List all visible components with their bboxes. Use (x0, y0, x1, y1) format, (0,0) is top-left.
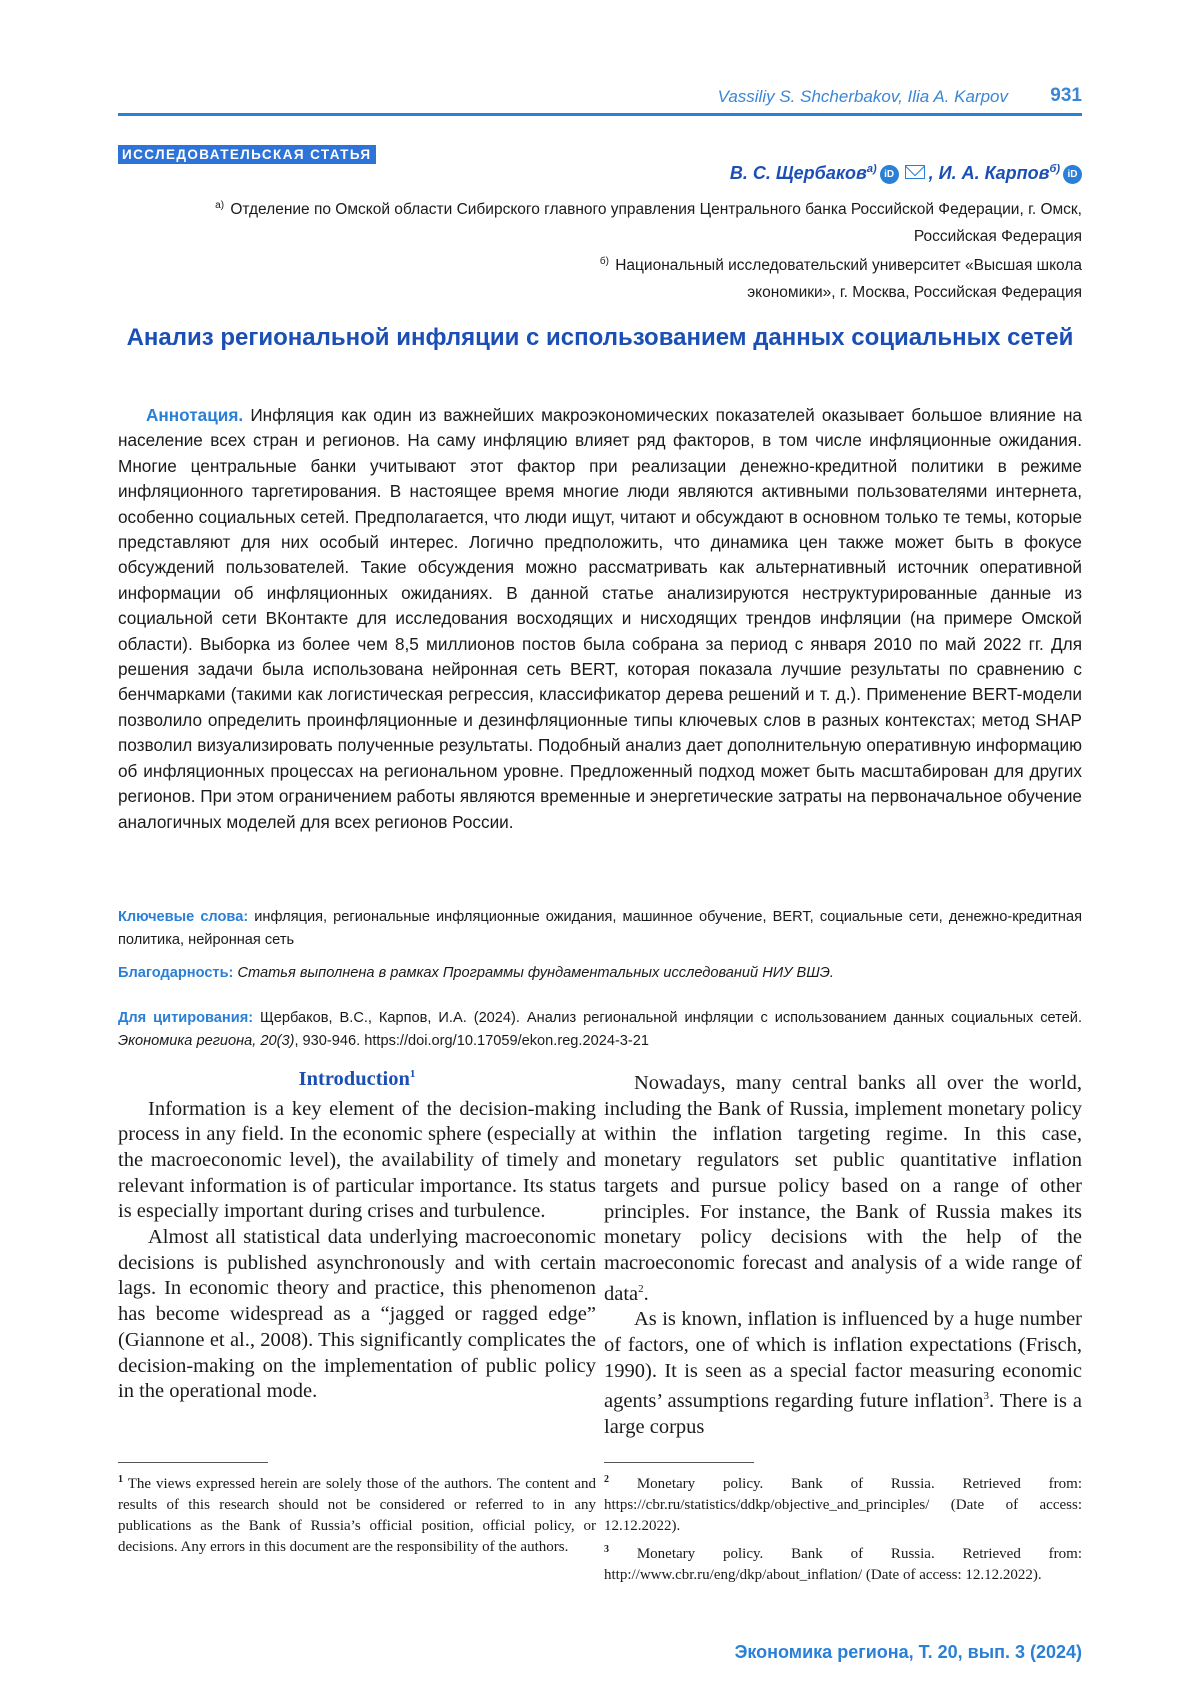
author-2-affil-mark: б) (1049, 163, 1060, 175)
author-separator: , (928, 163, 939, 183)
affiliation-b-mark: б) (599, 256, 609, 267)
article-title: Анализ региональной инфляции с использованием данных социальных сетей (126, 324, 1074, 351)
abstract-label: Аннотация. (146, 405, 244, 425)
article-type-badge: ИССЛЕДОВАТЕЛЬСКАЯ СТАТЬЯ (118, 145, 376, 164)
paragraph: Nowadays, many central banks all over the world, including the Bank of Russia, implement monetary policy within the inflation targeting regime. In this case, monetary regulators set public quantitative inflation targets and pursue policy based on a range of other principles. For instance, the Bank of Russia makes its monetary policy decisions with the help of the macroeconomic forecast and analysis of a wide range of data$^2$. (604, 1072, 1082, 1305)
body-column-left (118, 1062, 596, 1405)
footnote-ref-1[interactable]: 1 (409, 1068, 416, 1080)
citation-label: Для цитирования: (118, 1010, 254, 1026)
footnote-divider (118, 1462, 268, 1463)
section-heading-introduction: Introduction$^1$ (298, 1067, 416, 1090)
paragraph: As is known, inflation is influenced by a huge number of factors, one of which is inflation expectations (Frisch, 1990). It is seen as a special factor measuring economic agents’ assumptions regarding future inflation$^3$. There is a large corpus (604, 1308, 1082, 1438)
citation (118, 1007, 1082, 1052)
authors-line (730, 163, 1082, 184)
page-number: 931 (1050, 85, 1082, 106)
affiliation-a (152, 192, 1082, 250)
affiliation-b-text: Национальный исследовательский университет «Высшая школа экономики», г. Москва, Российская Федерация (615, 257, 1082, 302)
affiliation-a-mark: а) (215, 200, 225, 211)
abstract (118, 403, 1082, 835)
acknowledgment (118, 962, 1082, 985)
keywords-text: инфляция, региональные инфляционные ожидания, машинное обучение, BERT, социальные сети, денежно-кредитная политика, нейронная сеть (118, 909, 1082, 948)
citation-text: Щербаков, В.С., Карпов, И.А. (2024). Анализ региональной инфляции с использованием данных социальных сетей. (260, 1010, 1082, 1026)
footnote-ref-2[interactable]: 2 (638, 1282, 644, 1295)
header-authors: Vassiliy S. Shcherbakov, Ilia A. Karpov (717, 87, 1008, 106)
acknowledgment-label: Благодарность: (118, 965, 234, 981)
affiliation-b (522, 248, 1082, 306)
author-2-name: И. А. Карпов (938, 163, 1050, 183)
footnote-3: $^3$ Monetary policy. Bank of Russia. Retrieved from: http://www.cbr.ru/eng/dkp/about_inflation/ (Date of access: 12.12.2022). (604, 1544, 1082, 1583)
citation-doi[interactable]: , 930-946. https://doi.org/10.17059/ekon.reg.2024-3-21 (294, 1032, 650, 1049)
footnotes-right (604, 1469, 1082, 1588)
keywords (118, 906, 1082, 951)
affiliation-a-text: Отделение по Омской области Сибирского главного управления Центрального банка Российской Федерации, г. Омск, Российская Федерация (230, 201, 1082, 246)
author-1-name: В. С. Щербаков (729, 163, 867, 183)
paragraph: Almost all statistical data underlying macroeconomic decisions is published asynchronously and with certain lags. In economic theory and practice, this phenomenon has become widespread as a “jagged or ragged edge” (Giannone et al., 2008). This significantly complicates the decision-making on the implementation of public policy in the operational mode. (118, 1226, 596, 1403)
footnote-2: $^2$ Monetary policy. Bank of Russia. Retrieved from: https://cbr.ru/statistics/ddkp/objective_and_principles/ (Date of access: 12.12.2022). (604, 1474, 1082, 1534)
running-footer: Экономика региона, Т. 20, вып. 3 (2024) (734, 1642, 1082, 1662)
footnote-1: $^1$ The views expressed herein are solely those of the authors. The content and results of this research should not be considered or referred to in any publications as the Bank of Russia’s official position, official policy, or decisions. Any errors in this document are the responsibility of the authors. (118, 1474, 597, 1555)
running-header (118, 82, 1082, 116)
citation-journal: Экономика региона, 20(3) (118, 1032, 295, 1049)
abstract-text: Инфляция как один из важнейших макроэкономических показателей оказывает большое влияние на население всех стран и регионов. На саму инфляцию влияет ряд факторов, в том числе инфляционные ожидания. Многие центральные банки учитывают этот фактор при реализации денежно-кредитной политики в режиме инфляционного таргетирования. В настоящее время многие люди являются активными пользователями интернета, особенно социальных сетей. Предполагается, что люди ищут, читают и обсуждают в основном только те темы, которые представляют для них особый интерес. Логично предположить, что динамика цен также может быть в фокусе обсуждений пользователей. Такие обсуждения можно рассматривать как альтернативный источник оперативной информации об инфляционных ожиданиях. В данной статье анализируются неструктурированные данные из социальной сети ВКонтакте для исследования восходящих и нисходящих трендов инфляции (на примере Омской области). Выборка из более чем 8,5 миллионов постов была собрана за период с января 2010 по май 2022 гг. Для решения задачи была использована нейронная сеть BERT, которая показала лучшие результаты по сравнению с бенчмарками (такими как логистическая регрессия, классификатор дерева решений и т. д.). Применение BERT-модели позволило определить проинфляционные и дезинфляционные типы ключевых слов в разных контекстах; метод SHAP позволил визуализировать полученные результаты. Подобный анализ дает дополнительную оперативную информацию об инфляционных процессах на региональном уровне. Предложенный подход может быть масштабирован для других регионов. При этом ограничением работы являются временные и энергетические затраты на первоначальное обучение аналогичных моделей для всех регионов России. (118, 405, 1082, 832)
footnote-ref-3[interactable]: 3 (983, 1390, 990, 1403)
footnote-divider (604, 1462, 754, 1463)
paragraph: Information is a key element of the decision-making process in any field. In the economic sphere (especially at the macroeconomic level), the availability of timely and relevant information is of particular importance. Its status is especially important during crises and turbulence. (118, 1097, 596, 1223)
orcid-icon[interactable]: iD (1063, 165, 1082, 184)
acknowledgment-text: Статья выполнена в рамках Программы фундаментальных исследований НИУ ВШЭ. (237, 965, 834, 981)
body-column-right (604, 1071, 1082, 1441)
footnotes-left (118, 1469, 596, 1560)
author-1-affil-mark: а) (866, 163, 877, 175)
orcid-icon[interactable]: iD (880, 165, 899, 184)
email-icon[interactable] (905, 165, 925, 179)
keywords-label: Ключевые слова: (118, 909, 249, 925)
